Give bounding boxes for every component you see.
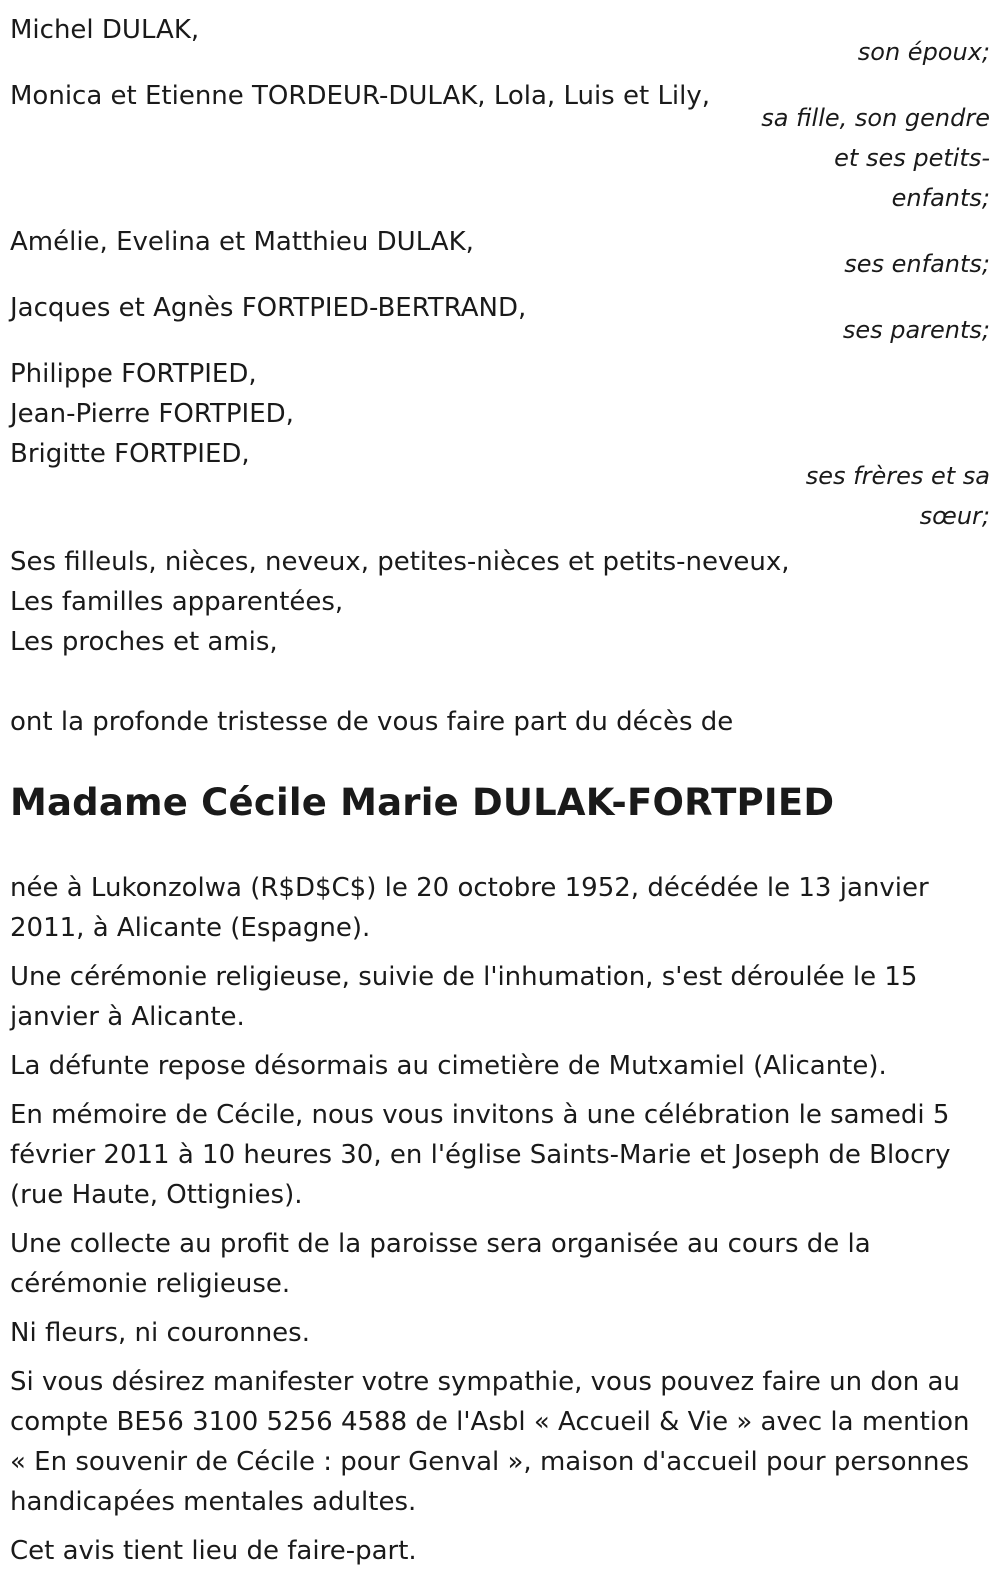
birth-death-paragraph: née à Lukonzolwa (R$D$C$) le 20 octobre 1952, décédée le 13 janvier 2011, à Alicante (Espagne).: [10, 873, 929, 943]
deceased-name-heading: Madame Cécile Marie DULAK-FORTPIED: [10, 781, 835, 824]
celebration-paragraph: En mémoire de Cécile, nous vous invitons à une célébration le samedi 5 février 2011 à 10 heures 30, en l'église Saints-Marie et Joseph de Blocry (rue Haute, Ottignies).: [10, 1100, 951, 1210]
family-name-line: Jean-Pierre FORTPIED,: [10, 399, 294, 429]
relation-label: ses enfants;: [844, 250, 990, 278]
relation-label: son époux;: [857, 38, 990, 66]
family-group-children: [10, 222, 990, 284]
family-name-line: Jacques et Agnès FORTPIED-BERTRAND,: [10, 293, 527, 323]
family-name-line: Ses filleuls, nièces, neveux, petites-nièces et petits-neveux,: [10, 547, 790, 577]
relation-label: [745, 98, 990, 218]
donation-paragraph: Si vous désirez manifester votre sympathie, vous pouvez faire un don au compte BE56 3100 5256 4588 de l'Asbl « Accueil & Vie » avec la mention « En souvenir de Cécile : pour Genval », maison d'accueil pour personnes handicapées mentales adultes.: [10, 1367, 970, 1517]
announcement-text: ont la profonde tristesse de vous faire part du décès de: [10, 707, 734, 737]
relation-label: ses parents;: [842, 316, 990, 344]
family-group-daughter: [10, 76, 990, 218]
family-name-line: Amélie, Evelina et Matthieu DULAK,: [10, 227, 474, 257]
family-name-line: Monica et Etienne TORDEUR-DULAK, Lola, Luis et Lily,: [10, 81, 711, 111]
family-name-line: Philippe FORTPIED,: [10, 359, 257, 389]
family-group-parents: [10, 288, 990, 350]
family-name-line: Michel DULAK,: [10, 15, 200, 45]
burial-paragraph: La défunte repose désormais au cimetière de Mutxamiel (Alicante).: [10, 1051, 887, 1081]
relation-label-line: et ses petits-: [834, 144, 990, 172]
family-group-spouse: [10, 10, 990, 72]
family-name-line: Les proches et amis,: [10, 627, 278, 657]
relation-label-line: enfants;: [891, 184, 990, 212]
closing-paragraph: Cet avis tient lieu de faire-part.: [10, 1536, 417, 1566]
relation-label-line: ses frères et sa: [805, 462, 990, 490]
notice-details: [10, 868, 990, 1571]
relation-label: [790, 456, 990, 536]
ceremony-paragraph: Une cérémonie religieuse, suivie de l'inhumation, s'est déroulée le 15 janvier à Alicante.: [10, 962, 918, 1032]
family-group-siblings: [10, 354, 990, 536]
no-flowers-paragraph: Ni fleurs, ni couronnes.: [10, 1318, 310, 1348]
family-name-line: Brigitte FORTPIED,: [10, 439, 250, 469]
relation-label-line: sœur;: [919, 502, 990, 530]
relation-label-line: sa fille, son gendre: [761, 104, 990, 132]
family-group-others: [10, 542, 990, 662]
collection-paragraph: Une collecte au profit de la paroisse sera organisée au cours de la cérémonie religieuse.: [10, 1229, 871, 1299]
family-name-line: Les familles apparentées,: [10, 587, 344, 617]
